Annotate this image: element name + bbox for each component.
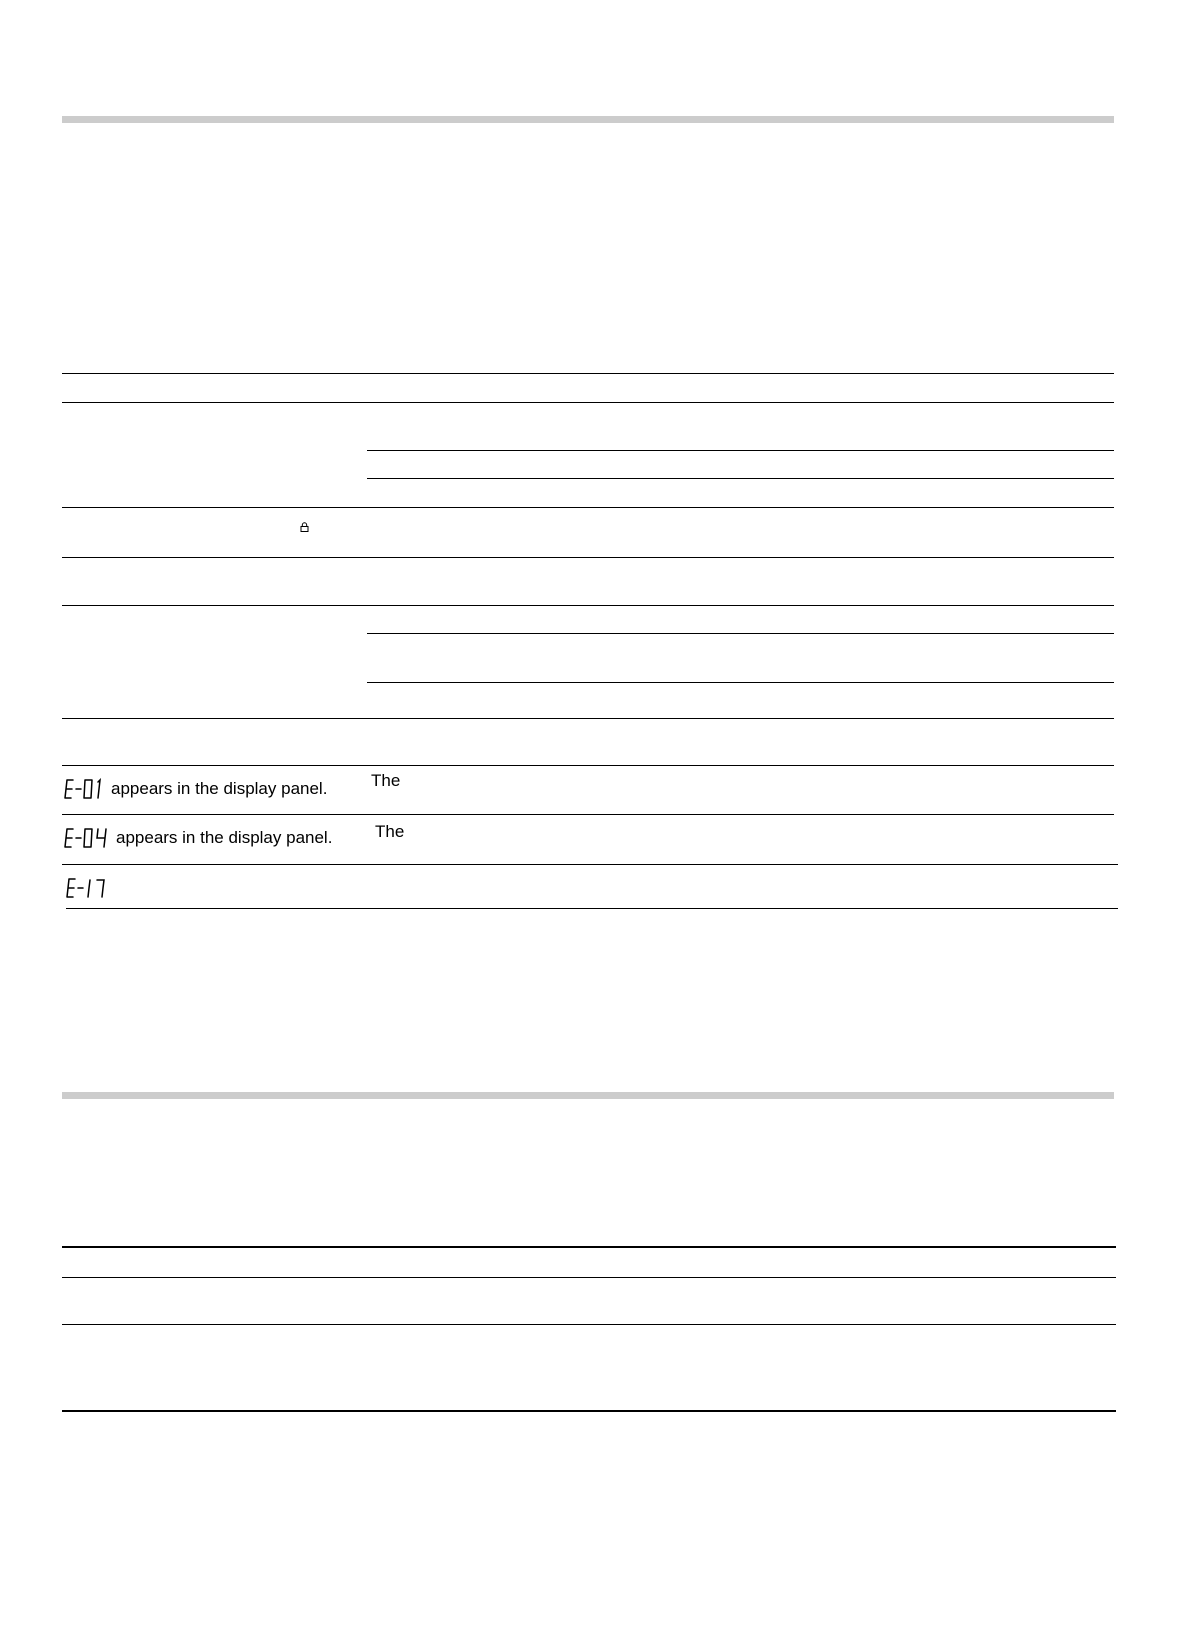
- error-symptom-e17: [66, 877, 116, 899]
- table-rule: [62, 507, 1114, 508]
- error-symptom-e04: [64, 827, 332, 849]
- table-rule: [62, 605, 1114, 606]
- table-rule: [62, 402, 1114, 403]
- table-rule: [367, 478, 1114, 479]
- table-rule: [367, 450, 1114, 451]
- table-rule: [367, 633, 1114, 634]
- table-rule: [62, 814, 1114, 815]
- seven-segment-code-e04: [64, 827, 114, 849]
- error-symptom-e01: [64, 778, 327, 800]
- table-rule: [62, 1410, 1116, 1412]
- table-rule: [62, 1246, 1116, 1248]
- table-rule: [66, 908, 1118, 909]
- table-rule: [367, 682, 1114, 683]
- table-rule: [62, 557, 1114, 558]
- symptom-text: appears in the display panel.: [111, 779, 328, 798]
- table-rule: [62, 864, 1118, 865]
- table-rule: [62, 718, 1114, 719]
- lock-icon: [300, 519, 309, 529]
- seven-segment-code-e17: [66, 877, 114, 899]
- cause-text-e04: The: [375, 822, 405, 841]
- seven-segment-code-e01: [64, 778, 109, 800]
- symptom-text: appears in the display panel.: [116, 828, 333, 847]
- table-rule: [62, 373, 1114, 374]
- table-rule: [62, 765, 1114, 766]
- cause-text-e01: The: [371, 771, 401, 790]
- section-divider-bottom: [62, 1092, 1114, 1099]
- section-divider-top: [62, 116, 1114, 123]
- table-rule: [62, 1277, 1116, 1278]
- table-rule: [62, 1324, 1116, 1325]
